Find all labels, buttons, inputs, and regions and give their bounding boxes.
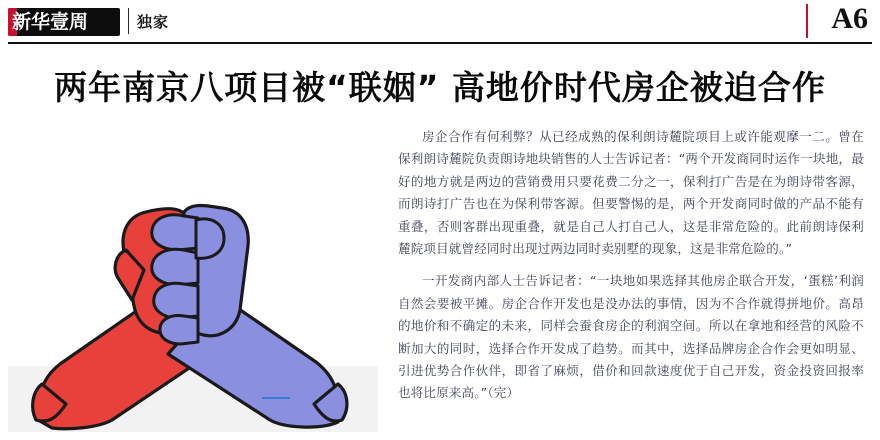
page-number: A6 — [831, 2, 868, 35]
logo-text: 新华壹周 — [12, 11, 89, 33]
masthead-divider — [128, 8, 129, 34]
article-paragraph: 房企合作有何利弊？从已经成熟的保利朗诗麓院项目上或许能观摩一二。曾在保利朗诗麓院负责朗诗地块销售的人士告诉记者：“两个开发商同时运作一块地，最好的地方就是两边的营销费用只要花费二分之一，保利打广告是在为朗诗带客源，而朗诗打广告也在为保利带客源。但要警惕的是，两个开发商同时做的产品不能有重叠，否则客群出现重叠，就是自己人打自己人，这是非常危险的。此前朗诗保利麓院项目就曾经同时出现过两边同时卖别墅的现象，这是非常危险的。” — [398, 129, 864, 257]
page-title: 两年南京八项目被“联姻” 高地价时代房企被迫合作 — [54, 68, 826, 107]
masthead — [0, 0, 880, 44]
article-body — [398, 126, 864, 426]
arm-wrestling-handshake-icon — [8, 120, 378, 432]
section-label: 独家 — [137, 13, 170, 31]
article-illustration — [8, 120, 378, 432]
page-number-divider — [806, 4, 808, 38]
newspaper-logo — [8, 8, 120, 36]
masthead-rule — [8, 42, 872, 44]
article-paragraph: 一开发商内部人士告诉记者：“一块地如果选择其他房企联合开发，‘蛋糕’利润自然会要被平摊。房企合作开发也是没办法的事情，因为不合作就得拼地价。高昂的地价和不确定的未来，同样会蚕食房企的利润空间。所以在拿地和经营的风险不断加大的同时，选择合作开发成了趋势。而其中，选择品牌房企合作会更如明显、引进优势合作伙伴，即省了麻烦，借价和回款速度优于自己开发，资金投资回报率也将比原来高。”（完） — [398, 273, 864, 401]
